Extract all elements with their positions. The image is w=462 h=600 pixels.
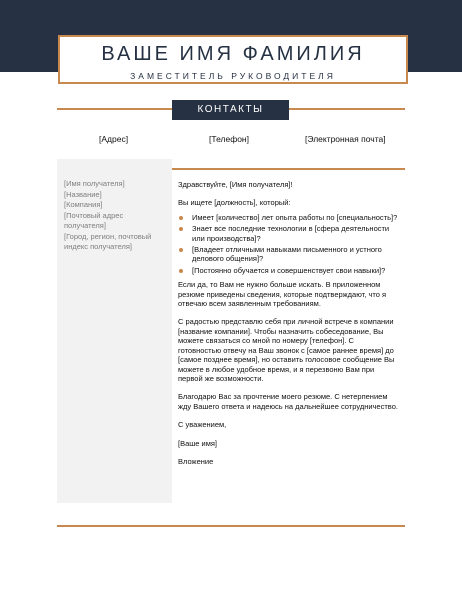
letter-body (178, 180, 398, 475)
contact-address: [Адрес] (99, 134, 129, 144)
enclosure: Вложение (178, 456, 214, 466)
contact-email: [Электронная почта] (305, 134, 386, 144)
job-title: ЗАМЕСТИТЕЛЬ РУКОВОДИТЕЛЯ (130, 71, 336, 81)
paragraph-interview: С радостью представлю себя при личной встрече в компании [название компании]. Чтобы назначить собеседование, Вы можете связаться со мной по номеру [телефон]. С готовностью отвечу на Ваш звонок с [самое раннее время] до [самое позднее время], но оставить голосовое сообщение Вы можете в любое удобное время, и я перезвоню Вам при первой же возможности. (178, 317, 395, 383)
paragraph-thanks: Благодарю Вас за прочтение моего резюме. С нетерпением жду Вашего ответа и надеюсь на дальнейшее сотрудничество. (178, 392, 398, 411)
signature: [Ваше имя] (178, 438, 218, 448)
applicant-name: ВАШЕ ИМЯ ФАМИЛИЯ (101, 43, 365, 65)
recipient-title: [Название] (64, 189, 102, 199)
qualification-item: Имеет [количество] лет опыта работы по [специальность]? (178, 213, 398, 222)
name-block (58, 35, 408, 84)
paragraph-resume: Если да, то Вам не нужно больше искать. В приложенном резюме приведены сведения, которые подтверждают, что я отвечаю всем заявленным требованиям. (178, 280, 387, 309)
contacts-rule-right (289, 108, 405, 110)
footer-rule (57, 525, 405, 527)
recipient-name: [Имя получателя] (64, 179, 125, 188)
recipient-city-line-2: индекс получателя] (64, 242, 132, 251)
qualification-item: Знает все последние технологии в [сфера деятельности или производства]? (178, 224, 398, 243)
qualification-list (178, 213, 398, 275)
recipient-city-line-1: [Город, регион, почтовый (64, 231, 152, 241)
contacts-rule-left (57, 108, 173, 110)
qualification-item: [Постоянно обучается и совершенствует свои навыки]? (178, 266, 398, 275)
contact-phone: [Телефон] (209, 134, 249, 144)
intro: Вы ищете [должность], который: (178, 198, 291, 208)
section-rule (172, 168, 405, 170)
closing: С уважением, (178, 420, 227, 430)
contacts-heading: КОНТАКТЫ (172, 100, 289, 120)
qualification-item: [Владеет отличными навыками письменного и устного делового общения]? (178, 245, 398, 264)
recipient-address-line-2: получателя] (64, 221, 106, 230)
greeting: Здравствуйте, [Имя получателя]! (178, 180, 293, 189)
recipient-address-line-1: [Почтовый адрес (64, 210, 124, 220)
recipient-sidebar (57, 159, 172, 503)
recipient-company: [Компания] (64, 200, 103, 209)
